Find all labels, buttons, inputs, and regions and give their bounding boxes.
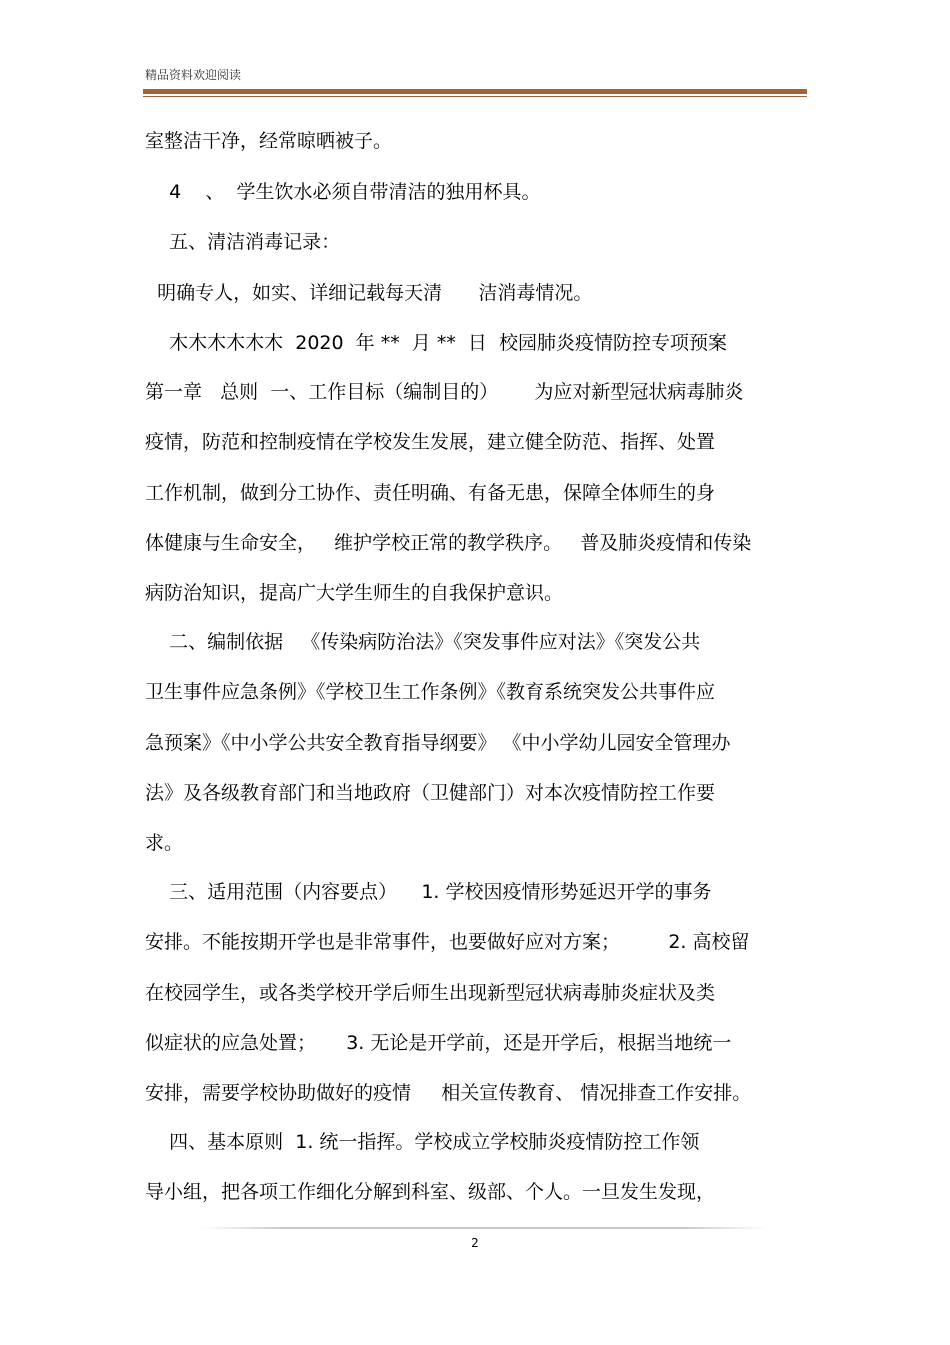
text-line: 三、适用范围（内容要点） 1. 学校因疫情形势延迟开学的事务	[145, 881, 712, 903]
text-line: 木木木木木木 2020 年 ** 月 ** 日 校园肺炎疫情防控专项预案	[145, 332, 727, 354]
text-line: 体健康与生命安全， 维护学校正常的教学秩序。 普及肺炎疫情和传染	[145, 532, 752, 554]
text-line: 求。	[145, 832, 184, 854]
header-text: 精品资料欢迎阅读	[145, 68, 242, 82]
text-line: 急预案》《中小学公共安全教育指导纲要》 《中小学幼儿园安全管理办	[145, 732, 731, 754]
text-line: 卫生事件应急条例》《学校卫生工作条例》《教育系统突发公共事件应	[145, 681, 716, 703]
text-line: 五、清洁消毒记录：	[145, 231, 341, 253]
text-line: 导小组，把各项工作细化分解到科室、级部、个人。一旦发生发现，	[145, 1181, 716, 1203]
text-line: 安排。不能按期开学也是非常事件，也要做好应对方案； 2. 高校留	[145, 931, 750, 953]
text-line: 在校园学生，或各类学校开学后师生出现新型冠状病毒肺炎症状及类	[145, 982, 716, 1004]
header-rule	[143, 89, 807, 94]
text-line: 病防治知识，提高广大学生师生的自我保护意识。	[145, 582, 564, 604]
text-line: 工作机制，做到分工协作、责任明确、有备无患，保障全体师生的身	[145, 482, 716, 504]
text-line: 疫情，防范和控制疫情在学校发生发展，建立健全防范、指挥、处置	[145, 431, 716, 453]
text-line: 第一章 总则 一、工作目标（编制目的） 为应对新型冠状病毒肺炎	[145, 381, 744, 403]
text-line: 室整洁干净，经常晾晒被子。	[145, 130, 393, 152]
text-line: 四、基本原则 1. 统一指挥。学校成立学校肺炎疫情防控工作领	[145, 1131, 700, 1153]
page-number: 2	[471, 1236, 479, 1250]
text-line: 明确专人，如实、详细记载每天清 洁消毒情况。	[145, 282, 593, 304]
text-line: 4 、 学生饮水必须自带清洁的独用杯具。	[145, 181, 541, 203]
text-line: 法》及各级教育部门和当地政府（卫健部门）对本次疫情防控工作要	[145, 782, 716, 804]
header-rule-thin	[143, 96, 807, 97]
text-line: 安排，需要学校协助做好的疫情 相关宣传教育、 情况排查工作安排。	[145, 1082, 752, 1104]
text-line: 似症状的应急处置； 3. 无论是开学前，还是开学后，根据当地统一	[145, 1032, 732, 1054]
footer-rule	[200, 1227, 768, 1229]
text-line: 二、编制依据 《传染病防治法》《突发事件应对法》《突发公共	[145, 631, 701, 653]
